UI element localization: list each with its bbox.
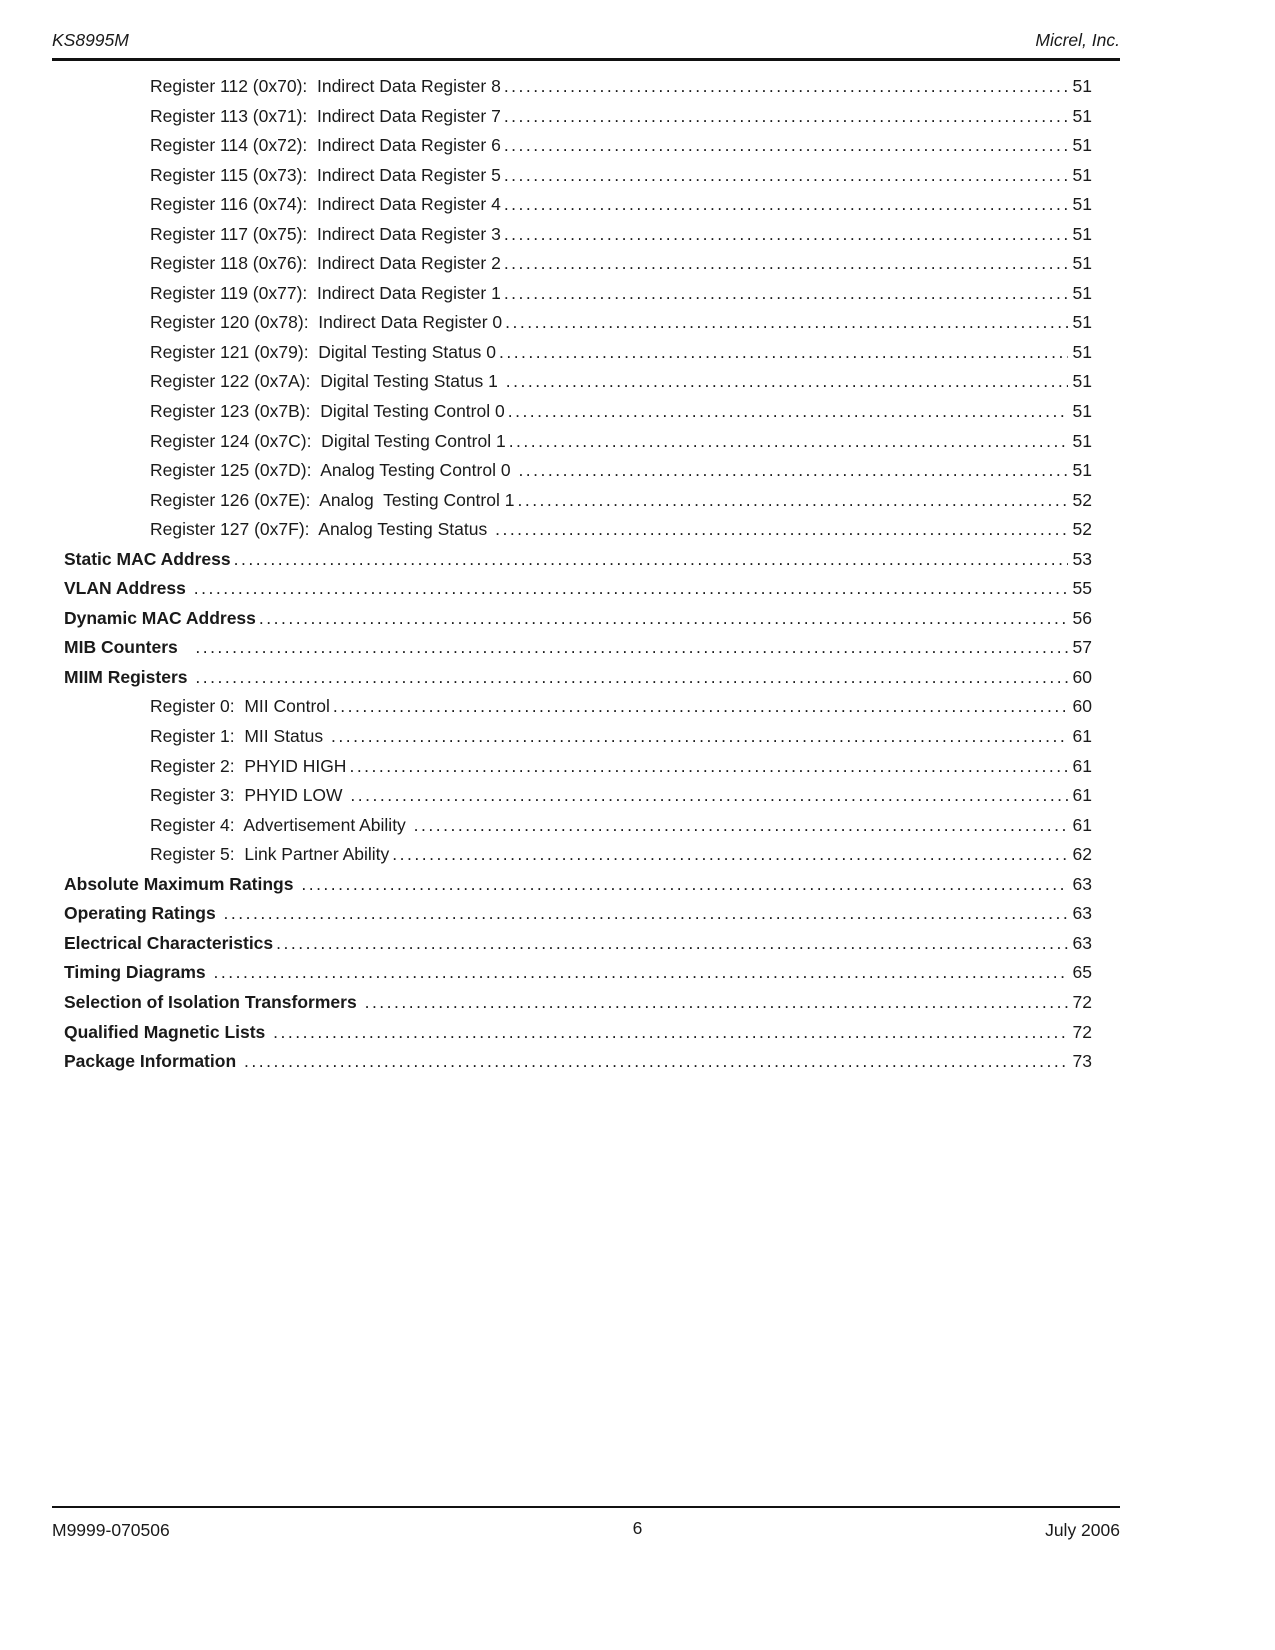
toc-entry-label: Register 120 (0x78): Indirect Data Register 0 bbox=[150, 312, 503, 333]
toc-entry-page: 51 bbox=[1072, 194, 1092, 215]
toc-entry bbox=[64, 279, 1092, 309]
toc-entry bbox=[64, 220, 1092, 250]
toc-entry-label: Dynamic MAC Address bbox=[64, 607, 256, 628]
toc-dot-leader bbox=[214, 958, 1068, 988]
toc-entry bbox=[64, 929, 1092, 959]
toc-entry-label: Register 125 (0x7D): Analog Testing Control 0 bbox=[150, 460, 516, 481]
toc-dot-leader bbox=[504, 190, 1068, 220]
toc-dot-leader bbox=[273, 1018, 1067, 1048]
toc-entry bbox=[64, 190, 1092, 220]
footer-date: July 2006 bbox=[1045, 1520, 1120, 1540]
toc-entry-label: Register 0: MII Control bbox=[150, 696, 330, 717]
toc-dot-leader bbox=[224, 899, 1068, 929]
toc-dot-leader bbox=[504, 131, 1068, 161]
toc-entry-label: Register 3: PHYID LOW bbox=[150, 785, 348, 806]
toc-dot-leader bbox=[504, 220, 1068, 250]
toc-entry-label: Register 4: Advertisement Ability bbox=[150, 814, 411, 835]
toc-entry-label: Register 124 (0x7C): Digital Testing Control 1 bbox=[150, 430, 506, 451]
toc-dot-leader bbox=[505, 308, 1067, 338]
toc-entry-label: Static MAC Address bbox=[64, 548, 231, 569]
toc-entry bbox=[64, 367, 1092, 397]
toc-entry-label: Register 123 (0x7B): Digital Testing Control 0 bbox=[150, 401, 505, 422]
toc-entry bbox=[64, 752, 1092, 782]
toc-entry bbox=[64, 545, 1092, 575]
toc-entry-label: Register 116 (0x74): Indirect Data Register 4 bbox=[150, 194, 501, 215]
toc-dot-leader bbox=[365, 988, 1068, 1018]
toc-dot-leader bbox=[195, 663, 1067, 693]
toc-entry-label: Register 114 (0x72): Indirect Data Register 6 bbox=[150, 135, 501, 156]
toc-dot-leader bbox=[517, 486, 1067, 516]
toc-entry-label: Qualified Magnetic Lists bbox=[64, 1021, 271, 1042]
toc-entry-label: Absolute Maximum Ratings bbox=[64, 873, 299, 894]
toc-entry-label: MIIM Registers bbox=[64, 666, 193, 687]
toc-dot-leader bbox=[194, 574, 1068, 604]
toc-entry-label: Register 117 (0x75): Indirect Data Register 3 bbox=[150, 223, 501, 244]
toc-entry-page: 51 bbox=[1072, 312, 1092, 333]
toc-entry-page: 63 bbox=[1072, 932, 1092, 953]
toc-entry bbox=[64, 161, 1092, 191]
page-number: 6 bbox=[632, 1518, 643, 1538]
toc-entry-page: 63 bbox=[1072, 873, 1092, 894]
toc-entry-label: Register 113 (0x71): Indirect Data Register 7 bbox=[150, 105, 501, 126]
toc-entry-label: Register 121 (0x79): Digital Testing Status 0 bbox=[150, 341, 496, 362]
toc-entry bbox=[64, 427, 1092, 457]
toc-entry-page: 51 bbox=[1072, 460, 1092, 481]
toc-dot-leader bbox=[504, 102, 1068, 132]
toc-entry bbox=[64, 722, 1092, 752]
toc-entry bbox=[64, 899, 1092, 929]
toc-entry-label: Timing Diagrams bbox=[64, 962, 211, 983]
toc-dot-leader bbox=[506, 367, 1068, 397]
toc-entry-page: 51 bbox=[1072, 105, 1092, 126]
toc-entry bbox=[64, 1018, 1092, 1048]
toc-entry-label: Register 127 (0x7F): Analog Testing Status bbox=[150, 519, 493, 540]
toc-entry-page: 65 bbox=[1072, 962, 1092, 983]
toc-entry-page: 63 bbox=[1072, 903, 1092, 924]
toc-entry bbox=[64, 574, 1092, 604]
toc-entry-page: 72 bbox=[1072, 1021, 1092, 1042]
toc-entry bbox=[64, 663, 1092, 693]
toc-entry bbox=[64, 308, 1092, 338]
toc-entry-page: 56 bbox=[1072, 607, 1092, 628]
toc-entry bbox=[64, 988, 1092, 1018]
toc-entry bbox=[64, 338, 1092, 368]
toc-entry-label: Register 118 (0x76): Indirect Data Register 2 bbox=[150, 253, 501, 274]
toc-dot-leader bbox=[499, 338, 1068, 368]
toc-entry-page: 51 bbox=[1072, 341, 1092, 362]
toc-entry bbox=[64, 1047, 1092, 1077]
toc-entry-label: Operating Ratings bbox=[64, 903, 221, 924]
toc-dot-leader bbox=[508, 397, 1068, 427]
document-title: KS8995M bbox=[52, 30, 129, 50]
toc-dot-leader bbox=[392, 840, 1067, 870]
toc-entry bbox=[64, 131, 1092, 161]
toc-entry bbox=[64, 515, 1092, 545]
page-header bbox=[52, 30, 1120, 61]
toc-dot-leader bbox=[504, 161, 1068, 191]
toc-dot-leader bbox=[509, 427, 1068, 457]
toc-dot-leader bbox=[350, 781, 1067, 811]
toc-entry-page: 51 bbox=[1072, 401, 1092, 422]
toc-entry-label: Register 1: MII Status bbox=[150, 726, 328, 747]
toc-entry-label: Register 115 (0x73): Indirect Data Register 5 bbox=[150, 164, 501, 185]
toc-entry-label: Register 112 (0x70): Indirect Data Register 8 bbox=[150, 76, 501, 96]
toc-entry-label: Register 2: PHYID HIGH bbox=[150, 755, 347, 776]
toc-dot-leader bbox=[414, 811, 1068, 841]
toc-entry-page: 51 bbox=[1072, 282, 1092, 303]
toc-entry bbox=[64, 456, 1092, 486]
toc-entry bbox=[64, 397, 1092, 427]
toc-entry-page: 57 bbox=[1072, 637, 1092, 658]
toc-entry-page: 62 bbox=[1072, 844, 1092, 865]
toc-dot-leader bbox=[234, 545, 1068, 575]
toc-entry-page: 61 bbox=[1072, 755, 1092, 776]
toc-entry bbox=[64, 72, 1092, 102]
toc-entry-label: VLAN Address bbox=[64, 578, 191, 599]
toc-entry bbox=[64, 102, 1092, 132]
toc-entry-page: 51 bbox=[1072, 76, 1092, 96]
toc-entry-page: 53 bbox=[1072, 548, 1092, 569]
document-number: M9999-070506 bbox=[52, 1520, 170, 1540]
toc-entry-label: MIB Counters bbox=[64, 637, 193, 658]
toc-dot-leader bbox=[495, 515, 1067, 545]
toc-entry-page: 51 bbox=[1072, 430, 1092, 451]
toc-dot-leader bbox=[504, 279, 1068, 309]
toc-entry bbox=[64, 781, 1092, 811]
toc-entry-label: Selection of Isolation Transformers bbox=[64, 991, 362, 1012]
toc-dot-leader bbox=[301, 870, 1067, 900]
toc-entry-label: Register 119 (0x77): Indirect Data Register 1 bbox=[150, 282, 501, 303]
toc-entry bbox=[64, 604, 1092, 634]
toc-entry-page: 51 bbox=[1072, 135, 1092, 156]
toc-entry bbox=[64, 486, 1092, 516]
toc-entry-page: 61 bbox=[1072, 785, 1092, 806]
toc-dot-leader bbox=[504, 72, 1068, 102]
toc-dot-leader bbox=[259, 604, 1068, 634]
toc-dot-leader bbox=[349, 752, 1067, 782]
toc-entry-label: Register 5: Link Partner Ability bbox=[150, 844, 390, 865]
toc-entry bbox=[64, 840, 1092, 870]
toc-entry bbox=[64, 870, 1092, 900]
toc-entry-page: 52 bbox=[1072, 519, 1092, 540]
toc-list bbox=[64, 72, 1120, 1077]
toc-dot-leader bbox=[504, 249, 1068, 279]
toc-entry bbox=[64, 249, 1092, 279]
toc-dot-leader bbox=[518, 456, 1067, 486]
toc-entry-page: 51 bbox=[1072, 164, 1092, 185]
toc-dot-leader bbox=[333, 692, 1068, 722]
toc-entry-page: 73 bbox=[1072, 1051, 1092, 1072]
toc-dot-leader bbox=[195, 633, 1067, 663]
toc-entry bbox=[64, 958, 1092, 988]
toc-entry-page: 72 bbox=[1072, 991, 1092, 1012]
toc-entry-page: 61 bbox=[1072, 814, 1092, 835]
toc-entry-label: Electrical Characteristics bbox=[64, 932, 274, 953]
toc-entry-page: 55 bbox=[1072, 578, 1092, 599]
toc-entry-page: 61 bbox=[1072, 726, 1092, 747]
toc-entry bbox=[64, 811, 1092, 841]
toc-entry-label: Register 122 (0x7A): Digital Testing Status 1 bbox=[150, 371, 503, 392]
toc-entry-page: 51 bbox=[1072, 253, 1092, 274]
toc-entry bbox=[64, 633, 1092, 663]
toc-dot-leader bbox=[276, 929, 1067, 959]
toc-entry-label: Register 126 (0x7E): Analog Testing Control 1 bbox=[150, 489, 515, 510]
toc-entry-page: 51 bbox=[1072, 371, 1092, 392]
toc-dot-leader bbox=[244, 1047, 1068, 1077]
toc-entry-page: 60 bbox=[1072, 666, 1092, 687]
company-name: Micrel, Inc. bbox=[1035, 30, 1120, 50]
toc-entry-page: 52 bbox=[1072, 489, 1092, 510]
toc-entry-label: Package Information bbox=[64, 1051, 241, 1072]
toc-dot-leader bbox=[331, 722, 1068, 752]
toc-entry bbox=[64, 692, 1092, 722]
toc-entry-page: 60 bbox=[1072, 696, 1092, 717]
toc-entry-page: 51 bbox=[1072, 223, 1092, 244]
